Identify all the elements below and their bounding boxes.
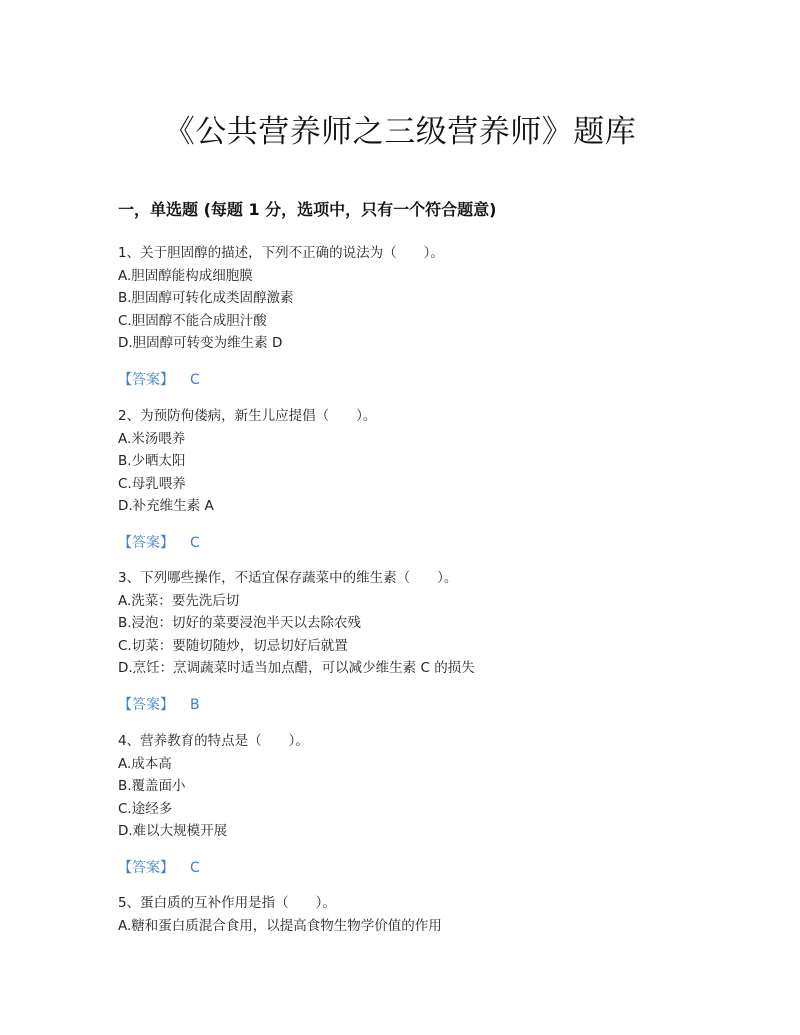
answer-label: 【答案】 [118, 371, 174, 388]
option-a: A.米汤喂养 [118, 430, 186, 447]
option-b: B.浸泡：切好的菜要浸泡半天以去除农残 [118, 615, 362, 631]
option-b: B.胆固醇可转化成类固醇激素 [118, 290, 294, 306]
question-stem: 3、下列哪些操作，不适宜保存蔬菜中的维生素（ ）。 [118, 570, 458, 586]
option-a: A.胆固醇能构成细胞膜 [118, 267, 253, 284]
answer-line [118, 857, 718, 877]
answer-label: 【答案】 [118, 534, 174, 551]
option-b: B.覆盖面小 [118, 778, 186, 794]
option-d: D.烹饪：烹调蔬菜时适当加点醋，可以减少维生素 C 的损失 [118, 660, 475, 676]
answer-value: B [190, 696, 200, 713]
question-3 [118, 567, 718, 714]
option-c: C.胆固醇不能合成胆汁酸 [118, 312, 267, 329]
question-2 [118, 405, 718, 552]
answer-value: C [190, 859, 200, 876]
option-c: C.途经多 [118, 800, 173, 817]
option-d: D.补充维生素 A [118, 498, 214, 514]
option-d: D.胆固醇可转变为维生素 D [118, 335, 283, 351]
answer-label: 【答案】 [118, 859, 174, 876]
question-stem: 2、为预防佝偻病，新生儿应提倡（ ）。 [118, 408, 377, 424]
option-a: A.洗菜：要先洗后切 [118, 592, 240, 609]
question-1 [118, 242, 718, 389]
answer-value: C [190, 534, 200, 551]
section-heading: 一，单选题 (每题 1 分，选项中，只有一个符合题意) [118, 200, 497, 219]
question-stem: 1、关于胆固醇的描述，下列不正确的说法为（ ）。 [118, 245, 444, 261]
option-c: C.切菜：要随切随炒，切忌切好后就置 [118, 637, 348, 654]
option-a: A.成本高 [118, 755, 172, 772]
question-5 [118, 892, 718, 937]
answer-line [118, 694, 718, 714]
question-4 [118, 730, 718, 877]
answer-line [118, 369, 718, 389]
answer-label: 【答案】 [118, 696, 174, 713]
question-stem: 4、营养教育的特点是（ ）。 [118, 733, 309, 749]
document-title: 《公共营养师之三级营养师》题库 [163, 114, 637, 150]
option-a: A.糖和蛋白质混合食用，以提高食物生物学价值的作用 [118, 917, 442, 934]
answer-line [118, 532, 718, 552]
option-b: B.少晒太阳 [118, 453, 186, 469]
question-stem: 5、蛋白质的互补作用是指（ ）。 [118, 895, 336, 911]
option-c: C.母乳喂养 [118, 475, 186, 492]
answer-value: C [190, 371, 200, 388]
option-d: D.难以大规模开展 [118, 823, 228, 839]
